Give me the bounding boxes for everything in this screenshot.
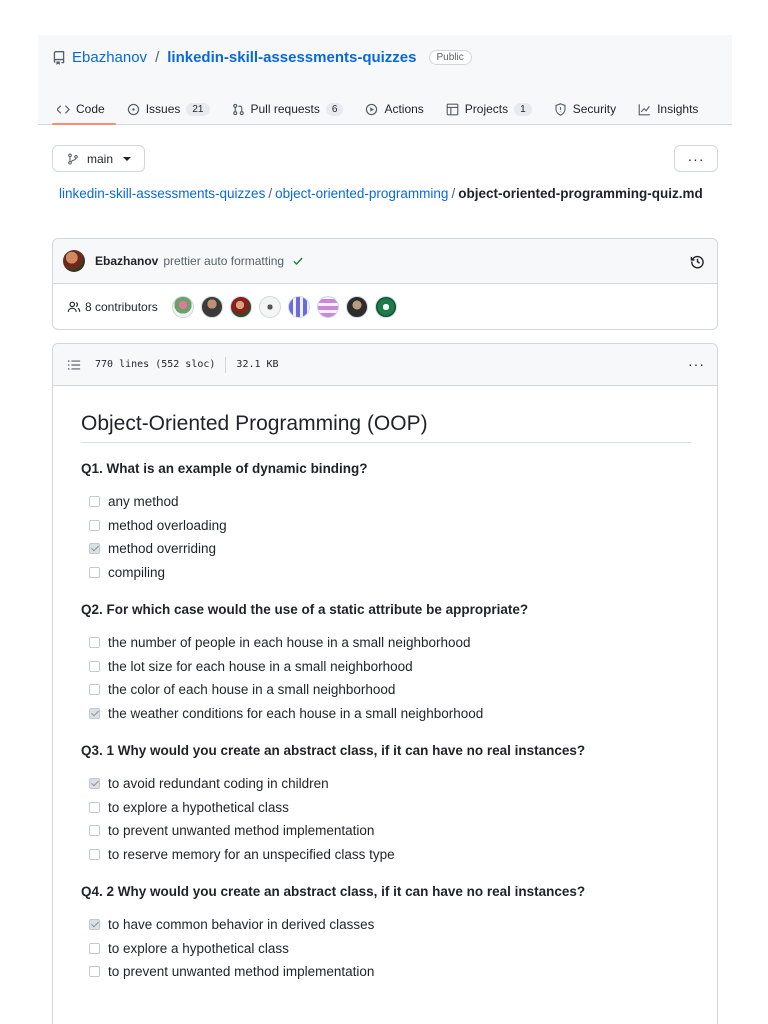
option-text: the weather conditions for each house in a small neighborhood xyxy=(108,705,484,721)
checkbox[interactable] xyxy=(89,825,100,836)
more-options-button[interactable] xyxy=(674,145,718,172)
branch-name: main xyxy=(87,151,114,166)
list-item xyxy=(81,819,691,843)
tab-label: Projects xyxy=(464,102,509,116)
option-list xyxy=(81,631,691,725)
checkbox[interactable] xyxy=(89,966,100,977)
breadcrumb-separator: / xyxy=(451,186,456,201)
avatar[interactable] xyxy=(172,296,194,318)
avatar[interactable] xyxy=(63,250,85,272)
table-icon xyxy=(446,103,459,116)
list-item xyxy=(81,678,691,702)
file-header xyxy=(53,344,717,386)
breadcrumb-repo-link[interactable]: linkedin-skill-assessments-quizzes xyxy=(59,186,266,201)
list-item xyxy=(81,937,691,961)
list-item xyxy=(81,514,691,538)
file-viewer xyxy=(52,343,718,1024)
commit-message-link[interactable]: prettier auto formatting xyxy=(163,254,285,268)
kebab-horizontal-icon: ··· xyxy=(687,150,705,167)
tab-insights[interactable] xyxy=(627,93,709,125)
check-icon[interactable] xyxy=(292,255,304,267)
option-text: compiling xyxy=(108,564,166,580)
code-icon xyxy=(57,103,70,116)
option-list xyxy=(81,772,691,866)
breadcrumb-folder-link[interactable]: object-oriented-programming xyxy=(275,186,449,201)
option-text: any method xyxy=(108,494,179,510)
option-text: the color of each house in a small neighborhood xyxy=(108,682,396,698)
tab-label: Security xyxy=(572,102,617,116)
repo-separator: / xyxy=(155,49,160,66)
tab-label: Insights xyxy=(657,102,699,116)
checkbox[interactable] xyxy=(89,567,100,578)
history-icon[interactable] xyxy=(690,254,705,269)
list-item xyxy=(81,772,691,796)
option-text: method overloading xyxy=(108,517,227,533)
divider xyxy=(225,357,226,373)
list-item xyxy=(81,796,691,820)
checkbox[interactable] xyxy=(89,849,100,860)
checkbox-checked[interactable] xyxy=(89,708,100,719)
option-text: to explore a hypothetical class xyxy=(108,940,289,956)
tab-label: Code xyxy=(76,102,105,116)
markdown-body xyxy=(81,412,691,1002)
issue-icon xyxy=(127,103,140,116)
question-heading: Q4. 2 Why would you create an abstract class, if it can have no real instances? xyxy=(81,884,586,899)
avatar[interactable] xyxy=(230,296,252,318)
option-list xyxy=(81,913,691,984)
file-line-count: 770 lines (552 sloc) xyxy=(95,359,216,370)
contributor-avatars xyxy=(172,296,397,318)
tab-label: Issues xyxy=(145,102,181,116)
avatar[interactable] xyxy=(288,296,310,318)
repo-name-link[interactable]: linkedin-skill-assessments-quizzes xyxy=(167,49,417,66)
graph-icon xyxy=(638,103,651,116)
option-text: to prevent unwanted method implementation xyxy=(108,964,375,980)
commit-author-link[interactable]: Ebazhanov xyxy=(95,254,159,268)
visibility-badge: Public xyxy=(429,50,472,65)
list-unordered-icon[interactable] xyxy=(67,358,81,372)
repo-owner-link[interactable]: Ebazhanov xyxy=(72,49,148,66)
tab-projects[interactable] xyxy=(435,93,543,125)
tab-code[interactable] xyxy=(46,93,116,125)
question-heading: Q3. 1 Why would you create an abstract class, if it can have no real instances? xyxy=(81,743,586,758)
checkbox[interactable] xyxy=(89,802,100,813)
chevron-down-icon xyxy=(123,157,131,161)
checkbox-checked[interactable] xyxy=(89,919,100,930)
shield-icon xyxy=(554,103,567,116)
avatar[interactable] xyxy=(346,296,368,318)
contributors-link[interactable]: 8 contributors xyxy=(85,299,158,314)
tab-actions[interactable] xyxy=(354,93,434,125)
document-title: Object-Oriented Programming (OOP) xyxy=(81,412,691,443)
pull-requests-count: 6 xyxy=(326,103,344,116)
checkbox[interactable] xyxy=(89,684,100,695)
list-item xyxy=(81,490,691,514)
repo-header xyxy=(38,35,732,125)
tab-security[interactable] xyxy=(543,93,627,125)
question-heading: Q1. What is an example of dynamic binding? xyxy=(81,461,368,476)
pull-request-icon xyxy=(232,103,245,116)
checkbox-checked[interactable] xyxy=(89,543,100,554)
breadcrumb-file-name: object-oriented-programming-quiz.md xyxy=(458,186,703,201)
option-text: to explore a hypothetical class xyxy=(108,799,289,815)
list-item xyxy=(81,960,691,984)
list-item xyxy=(81,702,691,726)
tab-label: Pull requests xyxy=(250,102,320,116)
option-text: the lot size for each house in a small neighborhood xyxy=(108,658,413,674)
avatar[interactable] xyxy=(317,296,339,318)
checkbox[interactable] xyxy=(89,520,100,531)
play-icon xyxy=(365,103,378,116)
avatar[interactable] xyxy=(375,296,397,318)
branch-selector[interactable] xyxy=(52,145,145,172)
list-item xyxy=(81,913,691,937)
list-item xyxy=(81,537,691,561)
latest-commit-box xyxy=(52,238,718,330)
option-text: to avoid redundant coding in children xyxy=(108,776,329,792)
breadcrumb-separator: / xyxy=(268,186,273,201)
list-item xyxy=(81,843,691,867)
option-text: method overriding xyxy=(108,541,217,557)
avatar[interactable] xyxy=(259,296,281,318)
checkbox[interactable] xyxy=(89,661,100,672)
option-text: to reserve memory for an unspecified class type xyxy=(108,846,395,862)
option-list xyxy=(81,490,691,584)
issues-count: 21 xyxy=(186,103,209,116)
tab-label: Actions xyxy=(384,102,424,116)
checkbox[interactable] xyxy=(89,637,100,648)
repo-title xyxy=(52,49,472,66)
question-heading: Q2. For which case would the use of a static attribute be appropriate? xyxy=(81,602,529,617)
commit-row xyxy=(53,239,717,284)
branch-icon xyxy=(67,153,79,165)
list-item xyxy=(81,561,691,585)
people-icon xyxy=(67,300,81,314)
repo-icon xyxy=(52,51,66,65)
option-text: to have common behavior in derived classes xyxy=(108,917,375,933)
avatar[interactable] xyxy=(201,296,223,318)
repo-tabs xyxy=(46,93,709,125)
option-text: to prevent unwanted method implementation xyxy=(108,823,375,839)
tab-pull-requests[interactable] xyxy=(221,93,355,125)
checkbox[interactable] xyxy=(89,943,100,954)
option-text: the number of people in each house in a small neighborhood xyxy=(108,635,471,651)
file-more-options-button[interactable]: ··· xyxy=(688,356,705,372)
projects-count: 1 xyxy=(514,103,532,116)
file-size: 32.1 KB xyxy=(236,359,279,370)
checkbox[interactable] xyxy=(89,496,100,507)
breadcrumb xyxy=(59,184,709,204)
list-item xyxy=(81,631,691,655)
checkbox-checked[interactable] xyxy=(89,778,100,789)
tab-issues[interactable] xyxy=(116,93,221,125)
contributors-row xyxy=(53,284,717,329)
list-item xyxy=(81,655,691,679)
